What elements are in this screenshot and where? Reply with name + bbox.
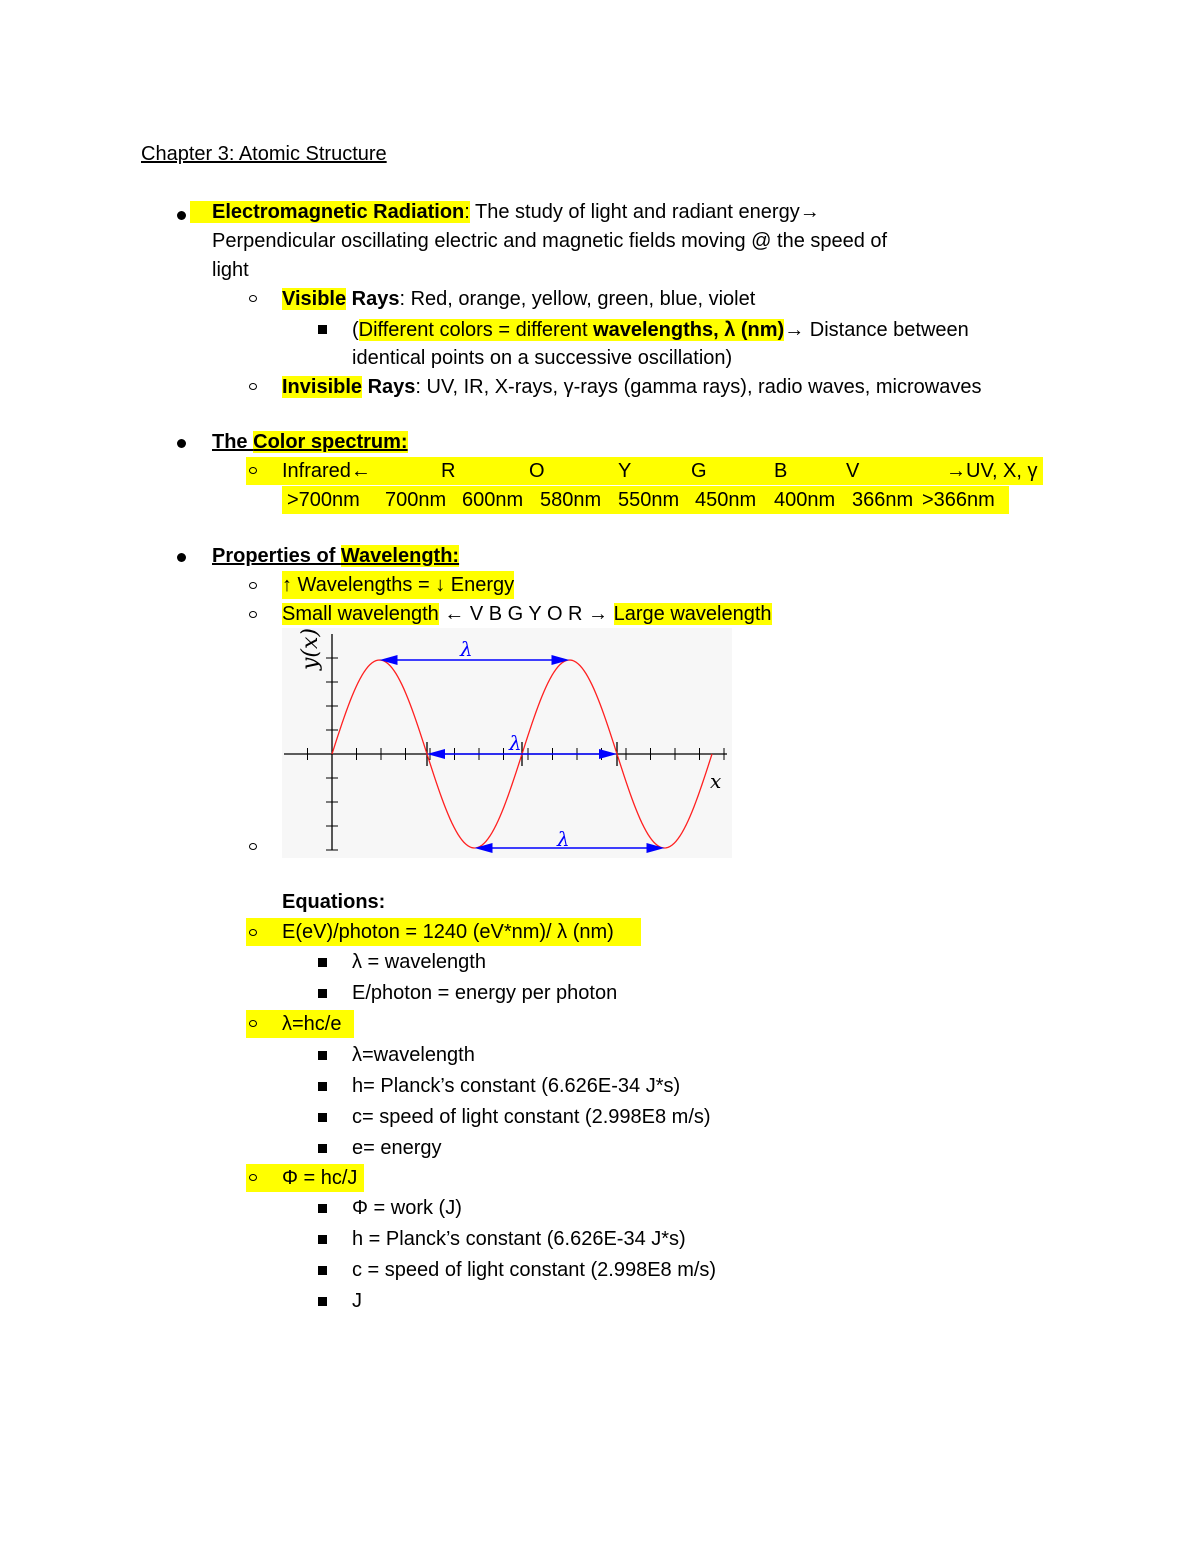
bullet-square — [318, 1051, 327, 1060]
eq2-item: c= speed of light constant (2.998E8 m/s) — [352, 1106, 711, 1128]
spectrum-value: 580nm — [540, 489, 602, 511]
x-axis-label: x — [710, 769, 722, 793]
eq3-item: Φ = work (J) — [352, 1197, 462, 1219]
visible-sub-line — [352, 316, 969, 344]
spectrum-term: Color spectrum: — [253, 431, 408, 453]
page-title: Chapter 3: Atomic Structure — [141, 143, 387, 165]
em-colon: : — [464, 201, 470, 223]
visible-rays: Rays — [346, 288, 400, 310]
bullet-square — [318, 1266, 327, 1275]
bullet-ring — [249, 582, 257, 589]
eq1-item: E/photon = energy per photon — [352, 982, 618, 1004]
equation-3: Φ = hc/J — [282, 1167, 358, 1189]
bullet-square — [318, 1204, 327, 1213]
em-line-1 — [190, 198, 820, 226]
bullet-ring — [249, 383, 257, 390]
bullet-square — [318, 1082, 327, 1091]
lambda-label-top: λ — [460, 637, 473, 661]
visible-sub-arrow: → — [784, 319, 805, 341]
visible-desc: : Red, orange, yellow, green, blue, violet — [399, 288, 756, 310]
bullet-dot — [177, 211, 186, 220]
spectrum-label: Y — [618, 460, 632, 482]
bullet-square — [318, 1144, 327, 1153]
spectrum-the: The — [212, 431, 254, 453]
spectrum-labels — [0, 457, 1200, 485]
equation-2: λ=hc/e — [282, 1013, 342, 1035]
spectrum-values — [0, 486, 1200, 514]
spectrum-label: Infrared← — [282, 460, 371, 482]
visible-sub-bold: wavelengths, λ (nm) — [593, 319, 785, 341]
spectrum-value: 400nm — [774, 489, 836, 511]
bullet-square — [318, 1297, 327, 1306]
em-desc-2: Perpendicular oscillating electric and magnetic fields moving @ the speed of — [212, 230, 888, 252]
spectrum-label: R — [441, 460, 456, 482]
bullet-dot — [177, 553, 186, 562]
invisible-term: Invisible — [282, 376, 363, 398]
visible-sub-hl: Different colors = different — [358, 319, 594, 341]
spectrum-value: >366nm — [922, 489, 995, 511]
paren-open: ( — [352, 319, 359, 341]
bullet-square — [318, 1235, 327, 1244]
bullet-ring — [249, 929, 257, 936]
visible-line — [282, 285, 755, 313]
invisible-rays: Rays — [362, 376, 416, 398]
eq2-item: λ=wavelength — [352, 1044, 475, 1066]
spectrum-heading — [212, 428, 408, 456]
spectrum-value: 700nm — [385, 489, 447, 511]
bullet-square — [318, 958, 327, 967]
spectrum-label: G — [691, 460, 707, 482]
small-wavelength: Small wavelength — [282, 603, 439, 625]
bullet-ring — [249, 295, 257, 302]
eq2-item: e= energy — [352, 1137, 442, 1159]
bullet-ring — [249, 611, 257, 618]
properties-heading — [212, 542, 459, 570]
spectrum-value: 600nm — [462, 489, 524, 511]
em-desc-3: light — [212, 259, 249, 281]
spectrum-value: 366nm — [852, 489, 914, 511]
invisible-line — [282, 373, 981, 401]
wavelength-graph — [282, 628, 732, 858]
properties-item-2 — [282, 600, 772, 628]
equations-heading: Equations: — [282, 891, 386, 913]
spectrum-label: V — [846, 460, 860, 482]
eq2-item: h= Planck’s constant (6.626E-34 J*s) — [352, 1075, 681, 1097]
bullet-square — [318, 1113, 327, 1122]
properties-the: Properties of — [212, 545, 341, 567]
lambda-label-bottom: λ — [557, 827, 570, 851]
bullet-square — [318, 989, 327, 998]
invisible-desc: : UV, IR, X-rays, γ-rays (gamma rays), radio waves, microwaves — [415, 376, 982, 398]
spectrum-order: ← V B G Y O R → — [438, 603, 614, 625]
em-term: Electromagnetic Radiation — [190, 201, 464, 223]
spectrum-label: B — [774, 460, 788, 482]
eq3-item: c = speed of light constant (2.998E8 m/s) — [352, 1259, 717, 1281]
eq1-item: λ = wavelength — [352, 951, 486, 973]
equation-1: E(eV)/photon = 1240 (eV*nm)/ λ (nm) — [282, 921, 614, 943]
spectrum-value: >700nm — [287, 489, 360, 511]
graph-background — [282, 628, 732, 858]
visible-sub-line-2: identical points on a successive oscillation) — [352, 347, 733, 369]
bullet-dot — [177, 439, 186, 448]
lambda-label-middle: λ — [509, 731, 522, 755]
visible-term: Visible — [282, 288, 347, 310]
large-wavelength: Large wavelength — [613, 603, 772, 625]
eq3-item: J — [352, 1290, 362, 1312]
spectrum-label: O — [529, 460, 545, 482]
bullet-ring — [249, 843, 257, 850]
em-desc-1: The study of light and radiant energy→ — [469, 201, 820, 223]
bullet-ring — [249, 1174, 257, 1181]
spectrum-label: →UV, X, γ — [946, 460, 1038, 482]
spectrum-value: 450nm — [695, 489, 757, 511]
y-axis-label: y(x) — [298, 628, 323, 670]
eq3-item: h = Planck’s constant (6.626E-34 J*s) — [352, 1228, 686, 1250]
bullet-square — [318, 325, 327, 334]
bullet-ring — [249, 1020, 257, 1027]
visible-sub-rest: Distance between — [804, 319, 969, 341]
properties-term: Wavelength: — [340, 545, 460, 567]
spectrum-value: 550nm — [618, 489, 680, 511]
properties-item-1: ↑ Wavelengths = ↓ Energy — [282, 571, 514, 599]
